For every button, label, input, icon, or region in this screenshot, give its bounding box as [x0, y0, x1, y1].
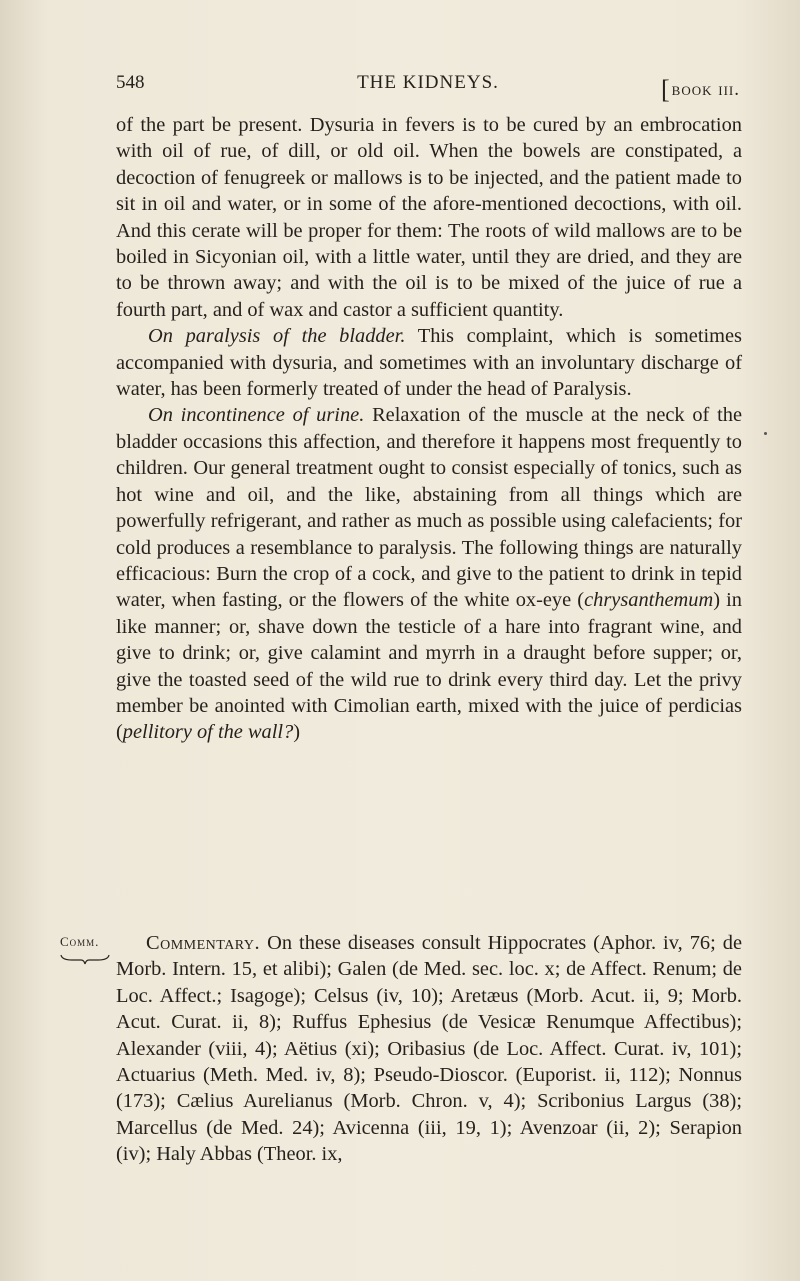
- book-reference: [661, 72, 740, 102]
- text-run: ) in like manner; or, shave down the testicle of a hare into fragrant wine, and give to drink; or, give calamint and myrrh in a draught before supper; or, give the toasted seed of the wild rue to drink every third day. Let the privy member be anointed with Cimolian earth, mixed with the juice of perdicias (: [116, 589, 742, 744]
- commentary-label: Commentary.: [146, 932, 261, 954]
- text-run: Relaxation of the muscle at the neck of the bladder occasions this affection, and therefore it happens most frequently to children. Our general treatment ought to consist especially of tonics, such as hot wine and oil, and the like, abstaining from all things which are powerfully refrigerant, and rather as much as possible using calefacients; for cold produces a resemblance to paralysis. The following things are naturally efficacious: Burn the crop of a cock, and give to the patient to drink in tepid water, when fasting, or the flowers of the white ox-eye (: [116, 404, 742, 612]
- italic-run: On incontinence of urine.: [148, 404, 365, 427]
- margin-label: Comm.: [60, 934, 100, 949]
- italic-run: On paralysis of the bladder.: [148, 325, 406, 348]
- italic-run: pellitory of the wall?: [122, 721, 294, 744]
- commentary-text: On these diseases consult Hippocrates (Aphor. iv, 76; de Morb. Intern. 15, et alibi); Galen (de Med. sec. loc. x; de Affect. Renum; de Loc. Affect.; Isagoge); Celsus (iv, 10); Aretæus (Morb. Acut. ii, 9; Morb. Acut. Curat. ii, 8); Ruffus Ephesius (de Vesicæ Renumque Affectibus); Alexander (viii, 4); Aëtius (xi); Oribasius (de Loc. Affect. Curat. iv, 101); Actuarius (Meth. Med. iv, 8); Pseudo-Dioscor. (Euporist. ii, 112); Nonnus (173); Cælius Aurelianus (Morb. Chron. v, 4); Scribonius Largus (38); Marcellus (de Med. 24); Avicenna (iii, 19, 1); Avenzoar (ii, 2); Serapion (iv); Haly Abbas (Theor. ix,: [116, 932, 742, 1166]
- running-title: THE KIDNEYS.: [357, 72, 499, 93]
- page-number: 548: [116, 72, 145, 93]
- paragraph-incontinence-urine: [116, 402, 742, 745]
- paragraph-dysuria: [116, 112, 742, 323]
- text-run: This complaint, which is sometimes accompanied with dysuria, and sometimes with an involuntary discharge of water, has been formerly treated of under the head of Paralysis.: [116, 325, 742, 401]
- italic-run: chrysanthemum: [584, 589, 714, 612]
- paragraph-paralysis-bladder: [116, 323, 742, 402]
- text-run: ): [293, 721, 301, 744]
- commentary-block: [116, 930, 742, 1168]
- book-label: book iii.: [671, 79, 740, 100]
- running-header: [116, 68, 740, 104]
- margin-brace: [60, 953, 110, 965]
- bracket-glyph: [: [661, 75, 671, 104]
- stray-mark: [764, 432, 767, 435]
- text-run: of the part be present. Dysuria in fevers is to be cured by an embrocation with oil of rue, of dill, or old oil. When the bowels are constipated, a decoction of fenugreek or mallows is to be injected, and the patient made to sit in oil and water, or in some of the afore-mentioned decoctions, with oil. And this cerate will be proper for them: The roots of wild mallows are to be boiled in Sicyonian oil, with a little water, until they are dried, and they are to be thrown away; and with the oil is to be mixed of the juice of rue a fourth part, and of wax and castor a sufficient quantity.: [116, 114, 742, 321]
- main-text: [116, 112, 742, 746]
